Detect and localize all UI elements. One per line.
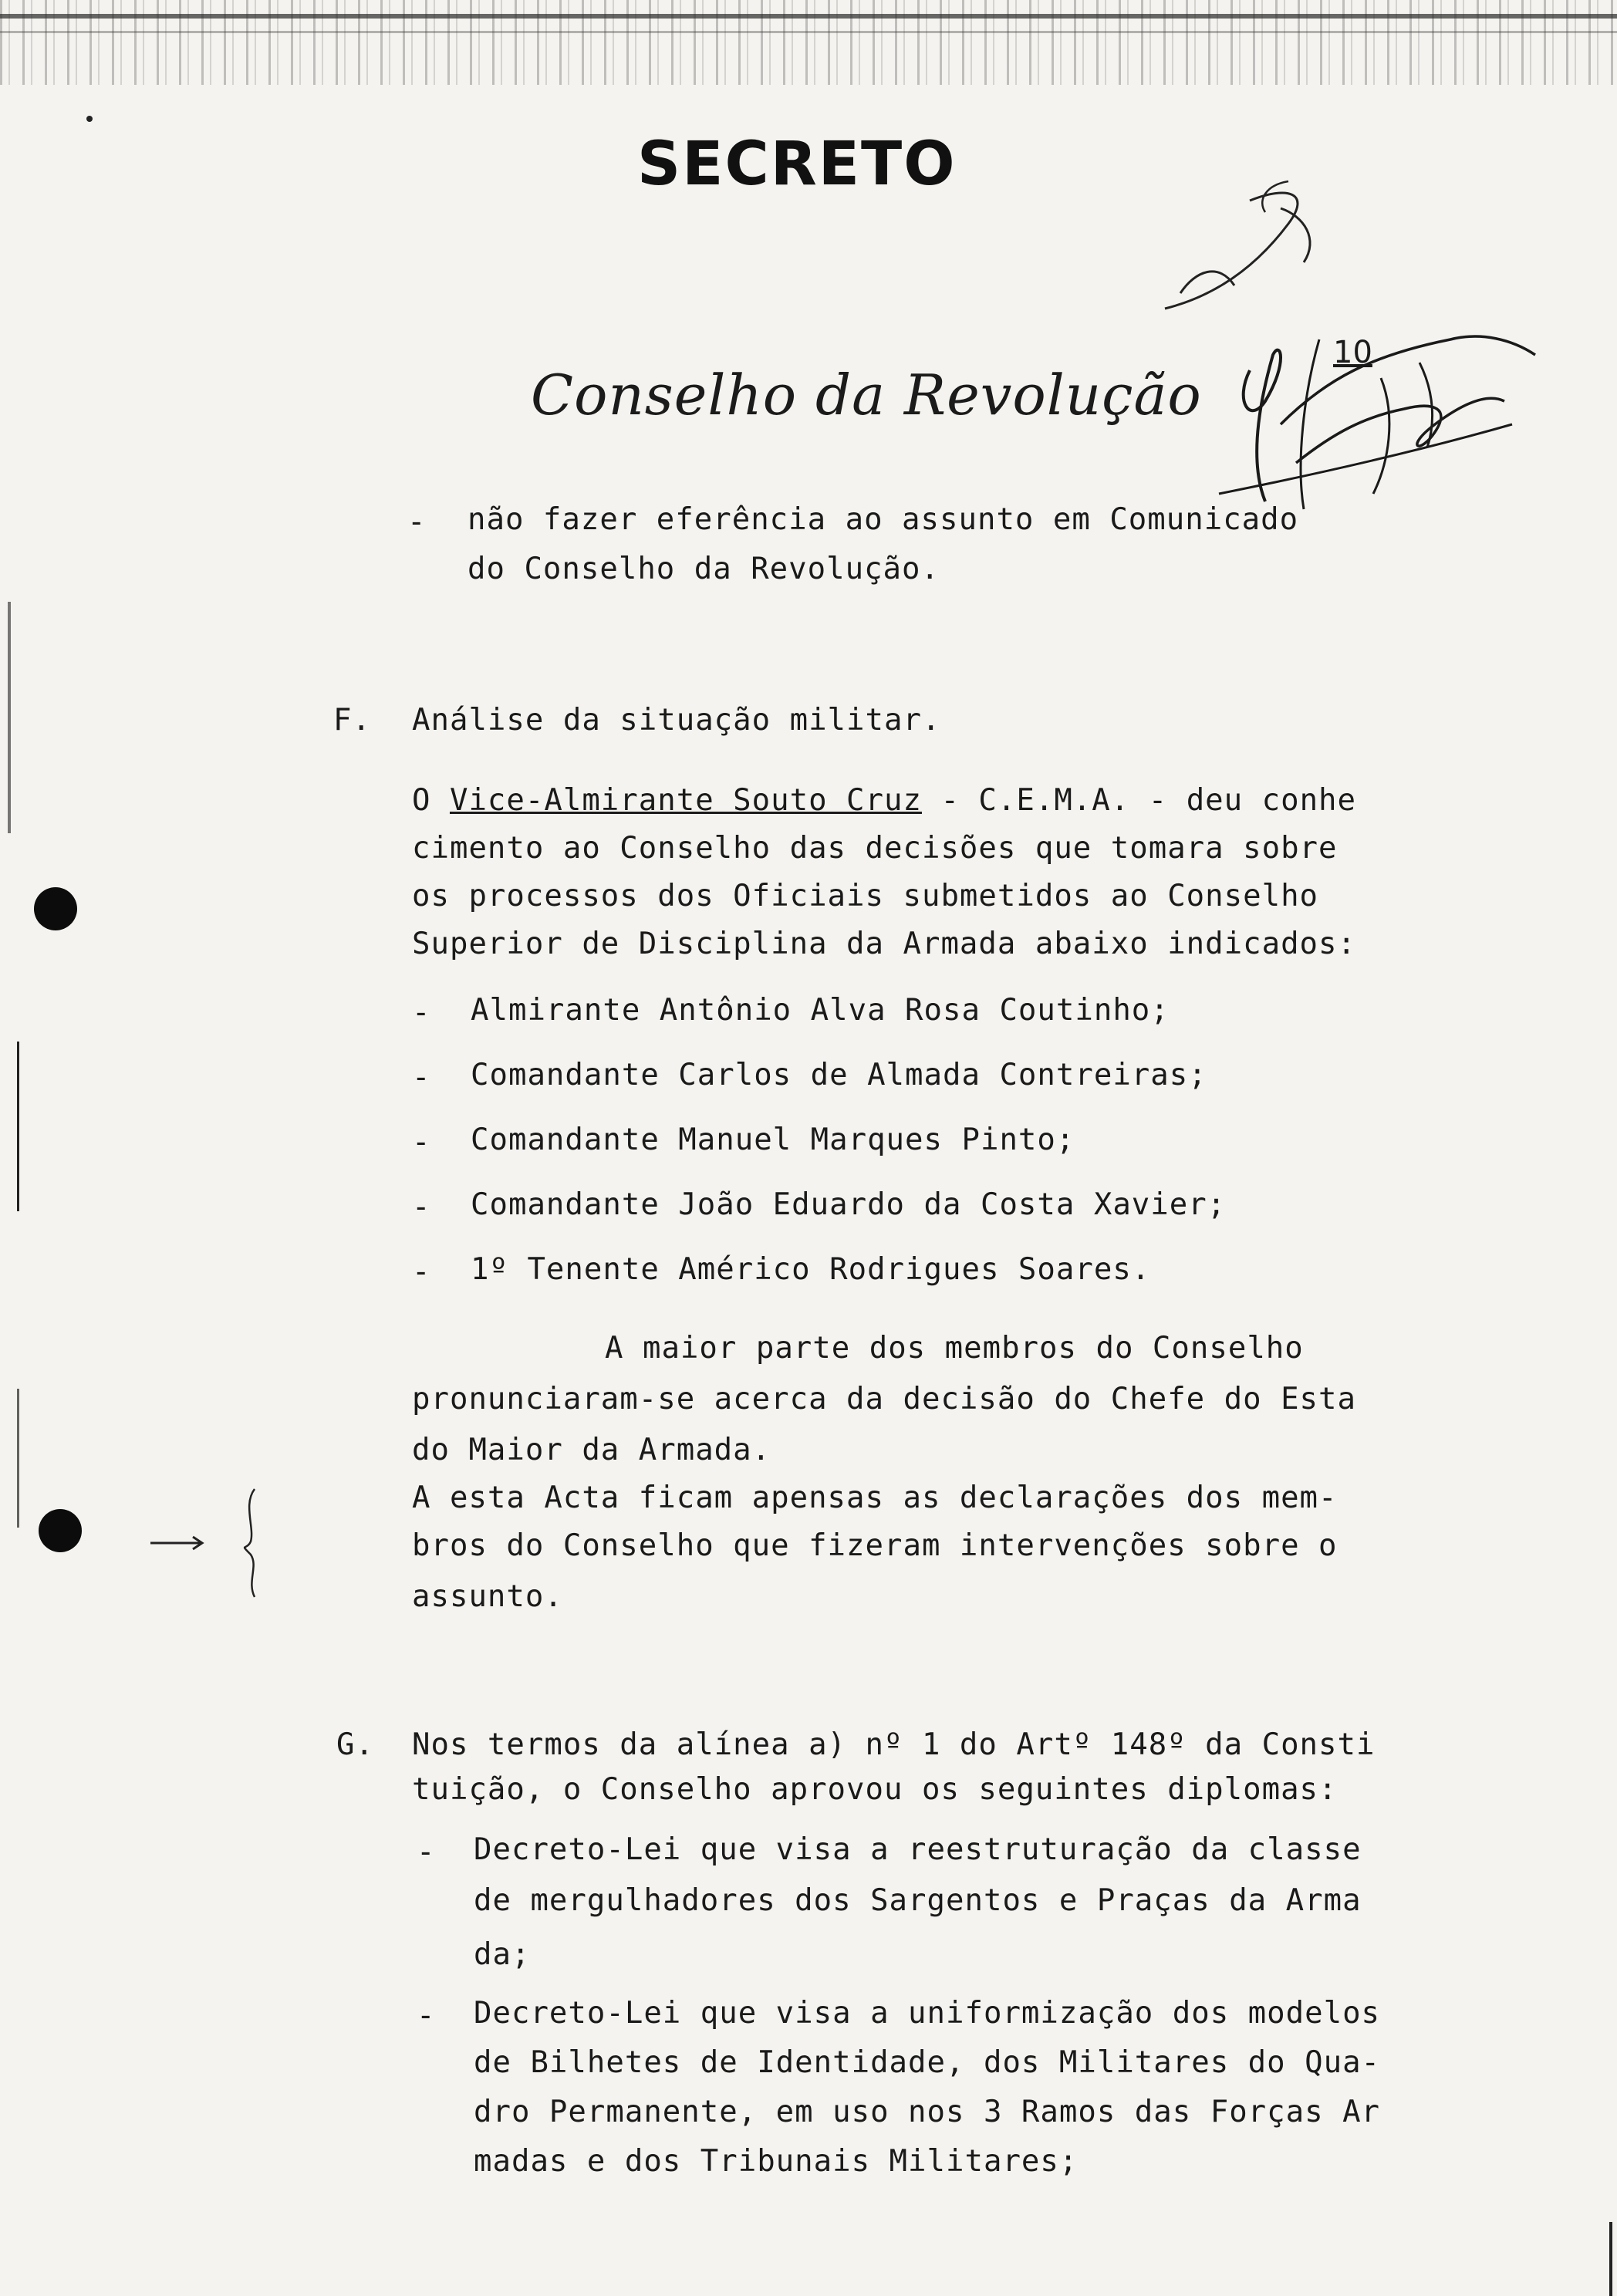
margin-scan-mark <box>8 602 11 833</box>
officer-list-item: Comandante Manuel Marques Pinto; <box>471 1123 1075 1157</box>
punch-hole <box>34 887 77 930</box>
section-f-para2-line5: bros do Conselho que fizeram intervenções sobre o <box>412 1528 1338 1563</box>
section-g-label: G. <box>336 1727 374 1762</box>
continuation-line-2: do Conselho da Revolução. <box>468 552 940 586</box>
diploma-1-line1: Decreto-Lei que visa a reestruturação da classe <box>474 1832 1362 1867</box>
continuation-bullet: - <box>407 505 426 539</box>
section-f-para1-line3: os processos dos Oficiais submetidos ao Conselho <box>412 879 1319 913</box>
section-f-label: F. <box>333 703 371 738</box>
section-f-para1-line4: Superior de Disciplina da Armada abaixo indicados: <box>412 927 1356 961</box>
section-g-line2: tuição, o Conselho aprovou os seguintes diplomas: <box>412 1772 1338 1807</box>
diploma-2-line3: dro Permanente, em uso nos 3 Ramos das Forças Ar <box>474 2095 1381 2129</box>
officer-list-item: Almirante Antônio Alva Rosa Coutinho; <box>471 993 1170 1028</box>
section-f-para1-line1: O Vice-Almirante Souto Cruz - C.E.M.A. - deu conhe <box>412 783 1357 818</box>
section-f-para2-line3: do Maior da Armada. <box>412 1433 771 1467</box>
officer-bullet: - <box>412 1254 430 1289</box>
section-f-para1-line2: cimento ao Conselho das decisões que tomara sobre <box>412 831 1338 866</box>
officer-list-item: 1º Tenente Américo Rodrigues Soares. <box>471 1252 1151 1287</box>
officer-list-item: Comandante João Eduardo da Costa Xavier; <box>471 1187 1227 1222</box>
letterhead-title: Conselho da Revolução <box>531 363 1202 427</box>
punch-hole <box>39 1509 82 1552</box>
officer-list-item: Comandante Carlos de Almada Contreiras; <box>471 1058 1207 1092</box>
scan-edge-rule <box>0 14 1617 19</box>
diploma-bullet: - <box>417 1835 435 1869</box>
diploma-2-line2: de Bilhetes de Identidade, dos Militares do Qua- <box>474 2045 1381 2080</box>
section-f-heading: Análise da situação militar. <box>412 703 941 738</box>
diploma-2-line1: Decreto-Lei que visa a uniformização dos modelos <box>474 1996 1381 2031</box>
margin-arrow-brace <box>139 1481 293 1605</box>
scan-noise-top <box>0 0 1617 85</box>
margin-scan-mark <box>17 1389 19 1528</box>
officer-bullet: - <box>412 995 430 1030</box>
ink-dot <box>86 116 93 122</box>
section-f-para2-line2: pronunciaram-se acerca da decisão do Chefe do Esta <box>412 1382 1356 1416</box>
continuation-line-1: não fazer eferência ao assunto em Comunicado <box>468 502 1299 537</box>
section-f-para2-line1: A maior parte dos membros do Conselho <box>605 1331 1304 1366</box>
section-f-para2-line6: assunto. <box>412 1579 563 1614</box>
officer-bullet: - <box>412 1060 430 1095</box>
scan-edge-rule-secondary <box>0 31 1617 33</box>
page-number: 10 <box>1333 335 1372 370</box>
section-f-para2-line4: A esta Acta ficam apensas as declarações dos mem- <box>412 1481 1338 1515</box>
section-g-line1: Nos termos da alínea a) nº 1 do Artº 148º da Consti <box>412 1727 1376 1762</box>
officer-name-underlined: Vice-Almirante Souto Cruz <box>449 783 922 818</box>
officer-bullet: - <box>412 1190 430 1224</box>
secret-stamp: SECRETO <box>637 130 957 199</box>
officer-bullet: - <box>412 1125 430 1160</box>
diploma-1-line2: de mergulhadores dos Sargentos e Praças da Arma <box>474 1883 1362 1918</box>
margin-scan-mark <box>1609 2222 1612 2296</box>
diploma-1-line3: da; <box>474 1937 531 1972</box>
margin-scan-mark <box>17 1042 19 1211</box>
diploma-bullet: - <box>417 1998 435 2033</box>
diploma-2-line4: madas e dos Tribunais Militares; <box>474 2144 1079 2179</box>
